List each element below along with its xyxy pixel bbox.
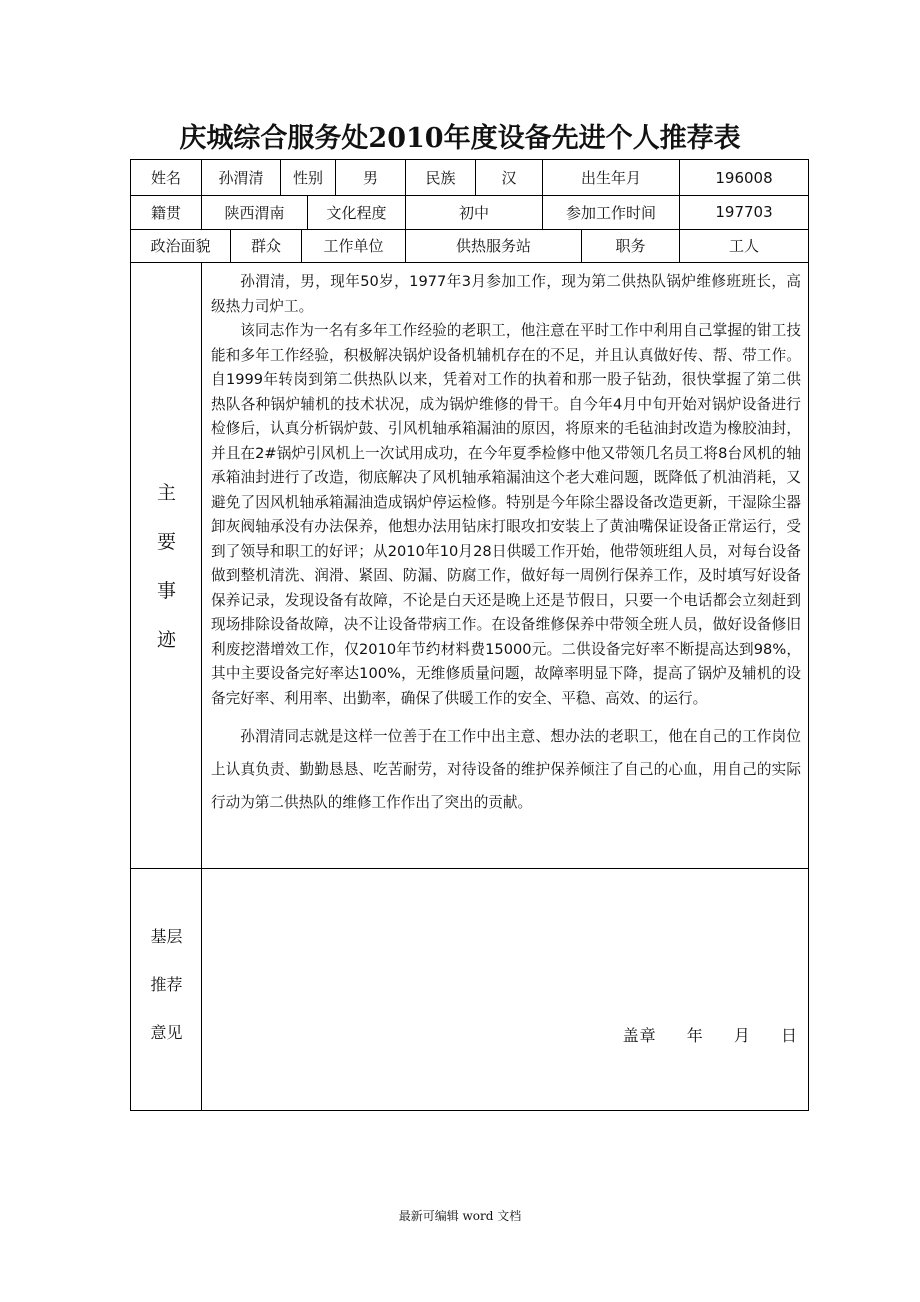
post-value: 工人 — [728, 237, 759, 255]
main-deeds-label-char: 要 — [156, 531, 176, 553]
main-deeds-label-char: 主 — [156, 482, 176, 504]
post-label: 职务 — [582, 229, 680, 262]
education-value: 初中 — [406, 195, 543, 229]
ethnic-label: 民族 — [406, 160, 476, 195]
day-label: 日 — [780, 1026, 798, 1045]
seal-date-line — [623, 1023, 798, 1046]
page-footer: 最新可编辑 word 文档 — [398, 1209, 522, 1223]
recommendation-label-line: 基层 — [150, 927, 183, 946]
name-value: 孙渭清 — [202, 160, 281, 195]
main-deeds-section — [131, 262, 808, 869]
name-label: 姓名 — [131, 160, 202, 195]
work-start-value: 197703 — [715, 203, 773, 221]
main-deeds-text — [211, 270, 801, 819]
main-deeds-label-char: 迹 — [156, 629, 176, 651]
main-deeds-label-char: 事 — [156, 580, 176, 602]
month-label: 月 — [733, 1026, 751, 1045]
deeds-paragraph: 该同志作为一名有多年工作经验的老职工，他注意在平时工作中利用自己掌握的钳工技能和多年工作经验，积极解决锅炉设备机辅机存在的不足，并且认真做好传、帮、带工作。自1999年转岗到第二供热队以来，凭着对工作的执着和那一股子钻劲，很快掌握了第二供热队各种锅炉辅机的技术状况，成为锅炉维修的骨干。自今年4月中旬开始对锅炉设备进行检修后，认真分析锅炉鼓、引风机轴承箱漏油的原因，将原来的毛毡油封改造为橡胶油封，并且在2#锅炉引风机上一次试用成功，在今年夏季检修中他又带领几名员工将8台风机的轴承箱油封进行了改造，彻底解决了风机轴承箱漏油这个老大难问题，既降低了机油消耗，又避免了因风机轴承箱漏油造成锅炉停运检修。特别是今年除尘器设备改造更新，干湿除尘器卸灰阀轴承没有办法保养，他想办法用钻床打眼攻扣安装上了黄油嘴保证设备正常运行，受到了领导和职工的好评；从2010年10月28日供暖工作开始，他带领班组人员，对每台设备做到整机清洗、润滑、紧固、防漏、防腐工作，做好每一周例行保养工作，及时填写好设备保养记录，发现设备有故障，不论是白天还是晚上还是节假日，只要一个电话都会立刻赶到现场排除设备故障，决不让设备带病工作。在设备维修保养中带领全班人员，做好设备修旧利废挖潜增效工作，仅2010年节约材料费15000元。二供设备完好率不断提高达到98%，其中主要设备完好率达100%，无维修质量问题，故障率明显下降，提高了锅炉及辅机的设备完好率、利用率、出勤率，确保了供暖工作的安全、平稳、高效、的运行。 — [211, 322, 801, 707]
recommendation-label-line: 意见 — [150, 1023, 183, 1042]
birth-label: 出生年月 — [543, 160, 680, 195]
political-label: 政治面貌 — [131, 229, 231, 262]
birth-value: 196008 — [715, 168, 773, 187]
political-value: 群众 — [231, 229, 302, 262]
deeds-paragraph: 孙渭清同志就是这样一位善于在工作中出主意、想办法的老职工，他在自己的工作岗位上认真负责、勤勤恳恳、吃苦耐劳，对待设备的维护保养倾注了自己的心血，用自己的实际行动为第二供热队的维修工作作出了突出的贡献。 — [211, 728, 801, 811]
year-label: 年 — [686, 1026, 704, 1045]
recommendation-section — [131, 868, 808, 1110]
recommendation-form-table — [130, 159, 809, 1111]
document-title: 庆城综合服务处2010年度设备先进个人推荐表 — [179, 123, 741, 154]
recommendation-label-line: 推荐 — [150, 975, 183, 994]
gender-value: 男 — [336, 160, 406, 195]
ethnic-value: 汉 — [476, 160, 543, 195]
seal-label: 盖章 — [622, 1026, 657, 1045]
gender-label: 性别 — [281, 160, 336, 195]
work-start-label: 参加工作时间 — [543, 195, 680, 229]
recommendation-label — [131, 924, 202, 1068]
main-deeds-label — [131, 478, 202, 674]
recommendation-label-cell — [131, 868, 202, 1110]
info-row-1 — [131, 160, 808, 196]
education-label: 文化程度 — [308, 195, 406, 229]
native-label: 籍贯 — [131, 195, 202, 229]
work-unit-value: 供热服务站 — [406, 229, 582, 262]
info-row-3 — [131, 229, 808, 263]
native-value: 陕西渭南 — [202, 195, 308, 229]
main-deeds-label-cell — [131, 262, 202, 868]
info-row-2 — [131, 195, 808, 230]
deeds-paragraph: 孙渭清，男，现年50岁，1977年3月参加工作，现为第二供热队锅炉维修班班长，高级热力司炉工。 — [211, 273, 801, 315]
work-unit-label: 工作单位 — [302, 229, 406, 262]
